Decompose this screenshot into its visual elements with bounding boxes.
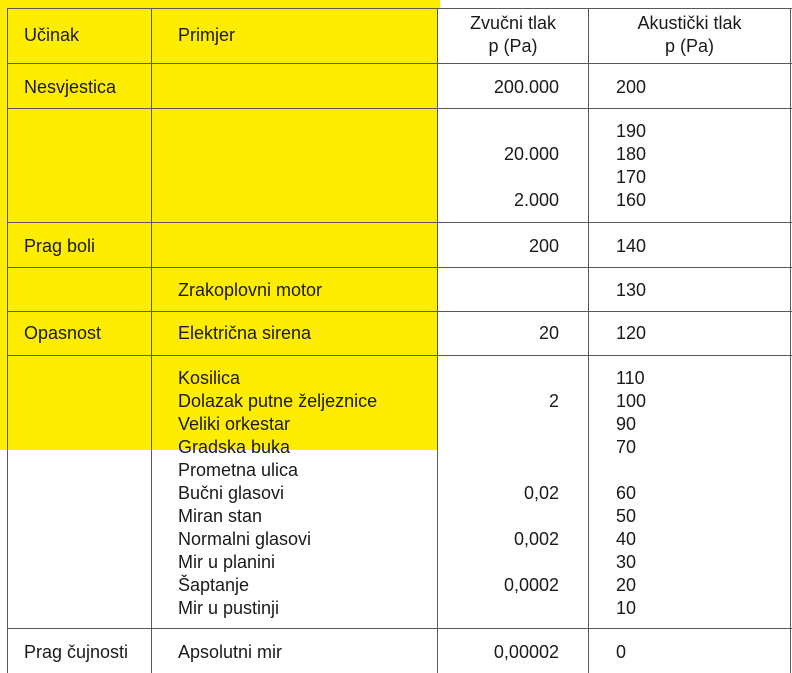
yellow-highlight-tab [437, 0, 440, 8]
row-4-ucinak: Opasnost [24, 323, 102, 343]
row-4-akusticki: 120 [616, 323, 647, 343]
header-zvucni-label: Zvučni tlak [469, 13, 557, 33]
row-1-zvucni: 20.000 2.000 [503, 144, 559, 210]
row-5-zvucni: 2 0,02 0,002 0,0002 [503, 391, 559, 595]
row-4-primjer: Električna sirena [178, 323, 312, 343]
header-zvucni-tlak [438, 12, 588, 58]
row-divider-4 [7, 267, 792, 268]
header-ucinak: Učinak [24, 25, 80, 45]
row-divider-7 [7, 628, 792, 629]
header-akusticki-unit: p (Pa) [664, 36, 715, 56]
row-0-ucinak: Nesvjestica [24, 77, 117, 97]
row-divider-3 [7, 222, 792, 223]
table-border-top [7, 8, 792, 9]
row-3-akusticki: 130 [616, 280, 647, 300]
row-divider-6 [7, 355, 792, 356]
row-6-akusticki: 0 [616, 642, 627, 662]
header-primjer: Primjer [178, 25, 235, 45]
row-1-akusticki: 190 180 170 160 [616, 121, 647, 210]
header-akusticki-label: Akustički tlak [637, 13, 742, 33]
row-divider-1 [7, 63, 792, 64]
row-2-zvucni: 200 [528, 236, 559, 256]
row-2-akusticki: 140 [616, 236, 647, 256]
row-divider-5 [7, 311, 792, 312]
row-3-primjer: Zrakoplovni motor [178, 280, 323, 300]
header-akusticki-tlak [589, 12, 790, 58]
row-6-ucinak: Prag čujnosti [24, 642, 129, 662]
row-5-akusticki: 110 100 90 70 60 50 40 30 20 10 [616, 368, 647, 618]
row-2-ucinak: Prag boli [24, 236, 96, 256]
row-4-zvucni: 20 [538, 323, 559, 343]
row-5-primjer: Kosilica Dolazak putne željeznice Veliki orkestar Gradska buka Prometna ulica Bučni glasovi Miran stan Normalni glasovi Mir u planini Šaptanje Mir u pustinji [178, 368, 378, 618]
header-zvucni-unit: p (Pa) [488, 36, 538, 56]
row-divider-2 [7, 108, 792, 109]
row-0-akusticki: 200 [616, 77, 647, 97]
row-6-primjer: Apsolutni mir [178, 642, 283, 662]
row-0-zvucni: 200.000 [493, 77, 559, 97]
row-6-zvucni: 0,00002 [493, 642, 559, 662]
